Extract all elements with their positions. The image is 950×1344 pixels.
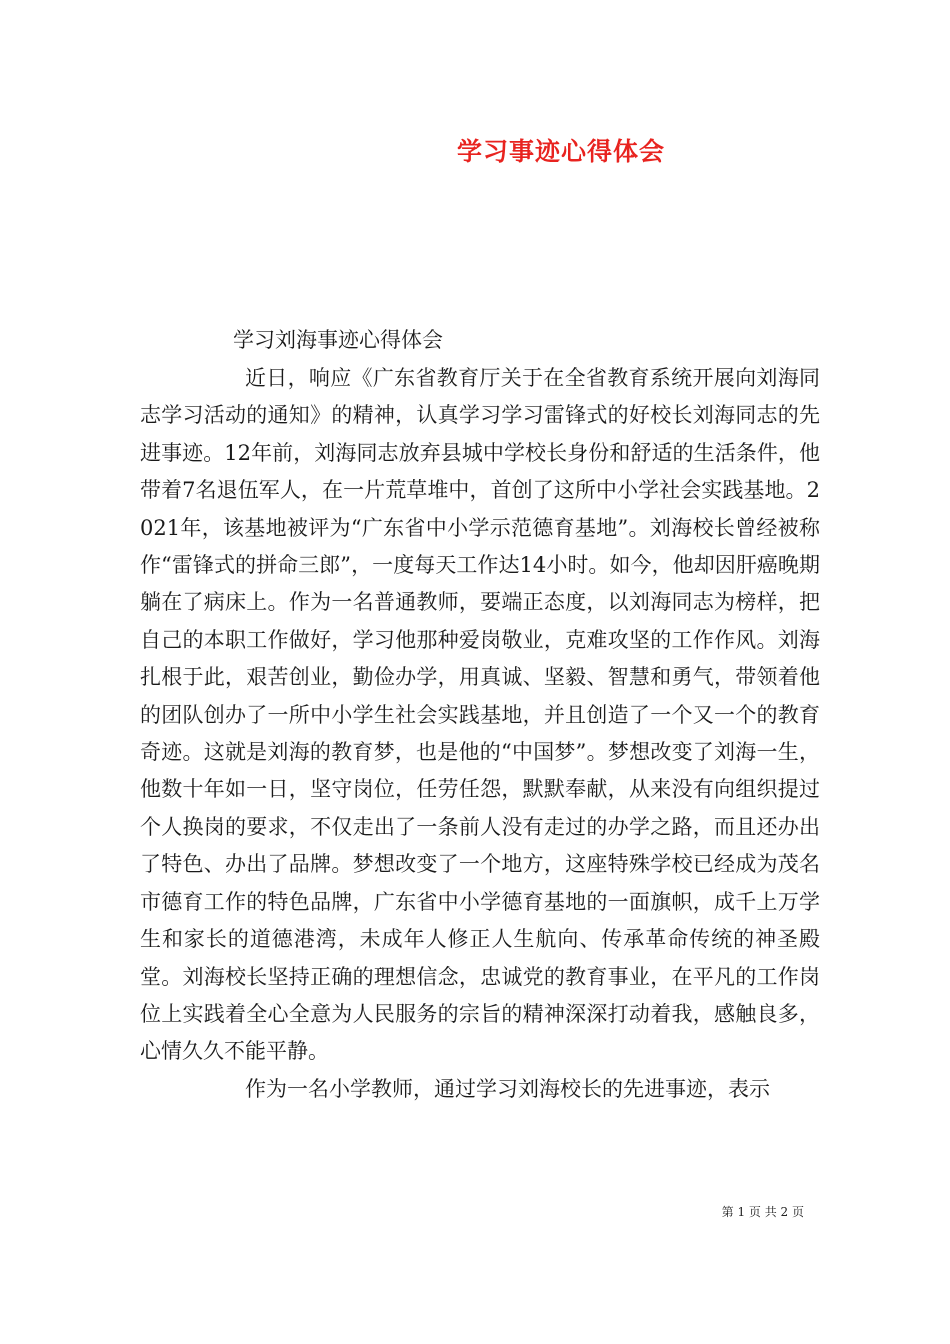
body-paragraph-2: 作为一名小学教师，通过学习刘海校长的先进事迹，表示 — [245, 1076, 770, 1101]
article-body — [140, 360, 820, 1108]
body-paragraph-1: 近日，响应《广东省教育厅关于在全省教育系统开展向刘海同志学习活动的通知》的精神，认真学习学习雷锋式的好校长刘海同志的先进事迹。12年前，刘海同志放弃县城中学校长身份和舒适的生活条件，他带着7名退伍军人，在一片荒草堆中，首创了这所中小学社会实践基地。2021年，该基地被评为“广东省中小学示范德育基地”。刘海校长曾经被称作“雷锋式的拼命三郎”，一度每天工作达14小时。如今，他却因肝癌晚期躺在了病床上。作为一名普通教师，要端正态度，以刘海同志为榜样，把自己的本职工作做好，学习他那种爱岗敬业，克难攻坚的工作作风。刘海扎根于此，艰苦创业，勤俭办学，用真诚、坚毅、智慧和勇气，带领着他的团队创办了一所中小学生社会实践基地，并且创造了一个又一个的教育奇迹。这就是刘海的教育梦，也是他的“中国梦”。梦想改变了刘海一生，他数十年如一日，坚守岗位，任劳任怨，默默奉献，从来没有向组织提过个人换岗的要求，不仅走出了一条前人没有走过的办学之路，而且还办出了特色、办出了品牌。梦想改变了一个地方，这座特殊学校已经成为茂名市德育工作的特色品牌，广东省中小学德育基地的一面旗帜，成千上万学生和家长的道德港湾，未成年人修正人生航向、传承革命传统的神圣殿堂。刘海校长坚持正确的理想信念，忠诚党的教育事业，在平凡的工作岗位上实践着全心全意为人民服务的宗旨的精神深深打动着我，感触良多，心情久久不能平静。 — [140, 366, 820, 1064]
page-number: 第 1 页 共 2 页 — [721, 1205, 804, 1219]
page-title: 学习事迹心得体会 — [456, 137, 665, 166]
article-subtitle: 学习刘海事迹心得体会 — [233, 328, 443, 352]
